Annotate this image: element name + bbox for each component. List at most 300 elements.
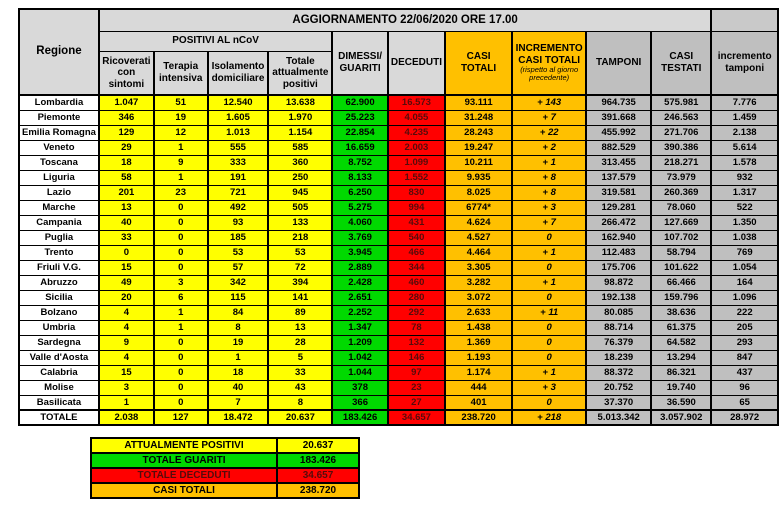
data-cell: 23 [388,380,445,395]
data-cell: + 218 [512,410,586,425]
data-cell: 0 [154,230,208,245]
data-cell: 192.138 [586,290,651,305]
data-cell: 19.740 [651,380,711,395]
data-cell: 246.563 [651,110,711,125]
region-name-cell: Valle d'Aosta [19,350,99,365]
region-row [19,95,778,110]
summary-row [91,438,359,453]
region-name-cell: Campania [19,215,99,230]
data-cell: 19.247 [445,140,512,155]
data-cell: 146 [388,350,445,365]
data-cell: 3.072 [445,290,512,305]
data-cell: 58 [99,170,154,185]
data-cell: 78 [388,320,445,335]
data-cell: 72 [268,260,332,275]
data-cell: 0 [154,215,208,230]
region-row [19,350,778,365]
data-cell: 2.038 [99,410,154,425]
region-name-cell: Basilicata [19,395,99,410]
data-cell: 260.369 [651,185,711,200]
data-cell: 945 [268,185,332,200]
table-title: AGGIORNAMENTO 22/06/2020 ORE 17.00 [99,9,711,31]
data-cell: 49 [99,275,154,290]
data-cell: 29 [99,140,154,155]
data-cell: 93 [208,215,269,230]
data-cell: 1 [154,140,208,155]
data-cell: 15 [99,260,154,275]
data-cell: 53 [268,245,332,260]
data-cell: 164 [711,275,778,290]
data-cell: 33 [99,230,154,245]
data-cell: 73.979 [651,170,711,185]
region-row [19,305,778,320]
data-cell: 84 [208,305,269,320]
data-cell: 33 [268,365,332,380]
data-cell: 1.459 [711,110,778,125]
region-row [19,230,778,245]
data-cell: 107.702 [651,230,711,245]
region-row [19,260,778,275]
data-cell: 13 [268,320,332,335]
data-cell: 9.935 [445,170,512,185]
data-cell: 0 [512,395,586,410]
data-cell: 847 [711,350,778,365]
data-cell: 183.426 [332,410,388,425]
data-cell: 19 [154,110,208,125]
data-cell: 1.099 [388,155,445,170]
summary-row [91,483,359,498]
data-cell: 4.527 [445,230,512,245]
data-cell: 13.638 [268,95,332,110]
data-cell: 250 [268,170,332,185]
data-cell: 175.706 [586,260,651,275]
data-cell: 38.636 [651,305,711,320]
data-cell: 1.970 [268,110,332,125]
data-cell: 205 [711,320,778,335]
region-name-cell: Lazio [19,185,99,200]
data-cell: 492 [208,200,269,215]
data-cell: 0 [154,335,208,350]
data-cell: 3 [154,275,208,290]
data-cell: 101.622 [651,260,711,275]
col-header-totale-positivi: Totale attualmente positivi [268,51,332,95]
data-cell: 20 [99,290,154,305]
data-cell: 455.992 [586,125,651,140]
data-cell: 555 [208,140,269,155]
col-header-casi-testati: CASI TESTATI [651,31,711,95]
data-cell: 1.174 [445,365,512,380]
data-cell: 28.243 [445,125,512,140]
positivi-group-header: POSITIVI AL nCoV [99,31,332,51]
data-cell: 86.321 [651,365,711,380]
data-cell: 61.375 [651,320,711,335]
data-cell: 342 [208,275,269,290]
data-cell: 1 [154,170,208,185]
data-cell: 185 [208,230,269,245]
data-cell: 0 [512,290,586,305]
summary-label: CASI TOTALI [91,483,277,498]
data-cell: 4.235 [388,125,445,140]
data-cell: 0 [512,350,586,365]
data-cell: 3.945 [332,245,388,260]
data-cell: 1.047 [99,95,154,110]
data-cell: 575.981 [651,95,711,110]
summary-row [91,453,359,468]
data-cell: 133 [268,215,332,230]
summary-label: ATTUALMENTE POSITIVI [91,438,277,453]
data-cell: 4.464 [445,245,512,260]
region-row [19,245,778,260]
data-cell: 1.154 [268,125,332,140]
data-cell: 721 [208,185,269,200]
data-cell: 1.209 [332,335,388,350]
col-header-dimessi-guariti: DIMESSI/ GUARITI [332,31,388,95]
regione-column-header: Regione [19,9,99,95]
data-cell: 27 [388,395,445,410]
data-cell: 7.776 [711,95,778,110]
data-cell: 5.275 [332,200,388,215]
data-cell: + 143 [512,95,586,110]
region-row [19,275,778,290]
data-cell: + 7 [512,215,586,230]
data-cell: 266.472 [586,215,651,230]
region-name-cell: Abruzzo [19,275,99,290]
data-cell: 201 [99,185,154,200]
summary-value: 20.637 [277,438,359,453]
data-cell: 333 [208,155,269,170]
data-cell: 127 [154,410,208,425]
data-cell: 8 [208,320,269,335]
data-cell: 10.211 [445,155,512,170]
data-cell: 444 [445,380,512,395]
data-cell: 4.624 [445,215,512,230]
data-cell: 115 [208,290,269,305]
region-row [19,125,778,140]
summary-row [91,468,359,483]
region-name-cell: Molise [19,380,99,395]
data-cell: 78.060 [651,200,711,215]
data-cell: 6 [154,290,208,305]
data-cell: 5.614 [711,140,778,155]
summary-label: TOTALE DECEDUTI [91,468,277,483]
region-row [19,335,778,350]
data-cell: 97 [388,365,445,380]
data-cell: + 3 [512,380,586,395]
region-row [19,365,778,380]
col-header-incremento-casi-totali [512,31,586,95]
data-cell: 0 [154,200,208,215]
data-cell: 3.057.902 [651,410,711,425]
incremento-casi-note: (rispetto al giorno precedente) [520,65,579,83]
data-cell: 1.317 [711,185,778,200]
data-cell: 401 [445,395,512,410]
data-cell: 1.193 [445,350,512,365]
col-header-incremento-tamponi: incremento tamponi [711,31,778,95]
data-cell: 280 [388,290,445,305]
data-cell: 89 [268,305,332,320]
data-cell: 162.940 [586,230,651,245]
data-cell: 64.582 [651,335,711,350]
region-name-cell: Calabria [19,365,99,380]
data-cell: 2.633 [445,305,512,320]
data-cell: 271.706 [651,125,711,140]
data-cell: + 2 [512,140,586,155]
col-header-isolamento: Isolamento domiciliare [208,51,269,95]
data-cell: 8.752 [332,155,388,170]
data-cell: 1.552 [388,170,445,185]
data-cell: 313.455 [586,155,651,170]
data-cell: 540 [388,230,445,245]
data-cell: 53 [208,245,269,260]
data-cell: 882.529 [586,140,651,155]
data-cell: 36.590 [651,395,711,410]
region-row [19,170,778,185]
data-cell: 0 [512,335,586,350]
data-cell: 12 [154,125,208,140]
data-cell: 22.854 [332,125,388,140]
data-cell: 8.133 [332,170,388,185]
data-cell: 8.025 [445,185,512,200]
data-cell: 66.466 [651,275,711,290]
data-cell: 18.472 [208,410,269,425]
summary-label: TOTALE GUARITI [91,453,277,468]
data-cell: 98.872 [586,275,651,290]
region-name-cell: Veneto [19,140,99,155]
total-row [19,410,778,425]
data-cell: 1.578 [711,155,778,170]
data-cell: 0 [512,230,586,245]
data-cell: 522 [711,200,778,215]
data-cell: 437 [711,365,778,380]
data-cell: 5 [268,350,332,365]
data-cell: 1.350 [711,215,778,230]
region-name-cell: Toscana [19,155,99,170]
data-cell: 129 [99,125,154,140]
covid-regions-table [18,8,779,426]
data-cell: 3.769 [332,230,388,245]
data-cell: 159.796 [651,290,711,305]
data-cell: 4 [99,320,154,335]
data-cell: 80.085 [586,305,651,320]
region-name-cell: Liguria [19,170,99,185]
data-cell: 0 [512,260,586,275]
data-cell: + 7 [512,110,586,125]
blank-corner-cell [711,9,778,31]
region-row [19,185,778,200]
data-cell: 132 [388,335,445,350]
data-cell: 346 [99,110,154,125]
data-cell: + 8 [512,170,586,185]
data-cell: 391.668 [586,110,651,125]
data-cell: 1 [154,320,208,335]
col-header-casi-totali: CASI TOTALI [445,31,512,95]
data-cell: 293 [711,335,778,350]
region-name-cell: Marche [19,200,99,215]
national-summary-table [90,437,360,499]
data-cell: 366 [332,395,388,410]
region-name-cell: Umbria [19,320,99,335]
data-cell: 1 [208,350,269,365]
data-cell: 218.271 [651,155,711,170]
data-cell: 238.720 [445,410,512,425]
data-cell: 431 [388,215,445,230]
data-cell: 994 [388,200,445,215]
data-cell: 20.637 [268,410,332,425]
data-cell: 1.369 [445,335,512,350]
data-cell: 96 [711,380,778,395]
data-cell: 460 [388,275,445,290]
data-cell: 390.386 [651,140,711,155]
data-cell: 137.579 [586,170,651,185]
data-cell: 16.659 [332,140,388,155]
data-cell: 830 [388,185,445,200]
data-cell: 378 [332,380,388,395]
data-cell: 15 [99,365,154,380]
summary-value: 238.720 [277,483,359,498]
data-cell: 88.714 [586,320,651,335]
data-cell: 466 [388,245,445,260]
data-cell: 1.013 [208,125,269,140]
data-cell: 2.428 [332,275,388,290]
data-cell: 1.042 [332,350,388,365]
data-cell: 62.900 [332,95,388,110]
data-cell: 1 [99,395,154,410]
data-cell: 4 [99,305,154,320]
data-cell: 20.752 [586,380,651,395]
data-cell: 112.483 [586,245,651,260]
data-cell: 0 [154,365,208,380]
data-cell: 3.305 [445,260,512,275]
data-cell: 23 [154,185,208,200]
region-name-cell: Emilia Romagna [19,125,99,140]
region-name-cell: Trento [19,245,99,260]
region-name-cell: TOTALE [19,410,99,425]
data-cell: 7 [208,395,269,410]
data-cell: + 22 [512,125,586,140]
data-cell: + 1 [512,245,586,260]
data-cell: + 3 [512,200,586,215]
data-cell: + 8 [512,185,586,200]
data-cell: 6.250 [332,185,388,200]
region-row [19,215,778,230]
data-cell: 65 [711,395,778,410]
region-row [19,395,778,410]
data-cell: + 1 [512,275,586,290]
summary-value: 34.657 [277,468,359,483]
data-cell: 141 [268,290,332,305]
data-cell: 1.038 [711,230,778,245]
data-cell: 2.252 [332,305,388,320]
data-cell: 13 [99,200,154,215]
data-cell: 34.657 [388,410,445,425]
data-cell: 127.669 [651,215,711,230]
data-cell: 16.573 [388,95,445,110]
data-cell: 43 [268,380,332,395]
col-header-ricoverati: Ricoverati con sintomi [99,51,154,95]
data-cell: 88.372 [586,365,651,380]
region-row [19,290,778,305]
summary-value: 183.426 [277,453,359,468]
data-cell: 0 [154,380,208,395]
incremento-casi-label: INCREMENTO CASI TOTALI [515,43,583,66]
region-name-cell: Sardegna [19,335,99,350]
data-cell: 585 [268,140,332,155]
data-cell: 40 [99,215,154,230]
summary-rows [91,438,359,498]
data-cell: 505 [268,200,332,215]
data-cell: 360 [268,155,332,170]
data-cell: 37.370 [586,395,651,410]
data-cell: 292 [388,305,445,320]
data-cell: 4 [99,350,154,365]
data-cell: 5.013.342 [586,410,651,425]
data-cell: 0 [99,245,154,260]
data-cell: 9 [99,335,154,350]
data-cell: 3.282 [445,275,512,290]
col-header-tamponi: TAMPONI [586,31,651,95]
data-cell: 40 [208,380,269,395]
data-cell: 769 [711,245,778,260]
data-cell: 2.651 [332,290,388,305]
data-cell: 0 [154,245,208,260]
region-row [19,380,778,395]
data-cell: 12.540 [208,95,269,110]
data-cell: 1.347 [332,320,388,335]
data-cell: 1.054 [711,260,778,275]
data-cell: 1.438 [445,320,512,335]
region-row [19,200,778,215]
data-cell: 93.111 [445,95,512,110]
data-cell: 964.735 [586,95,651,110]
region-row [19,140,778,155]
data-cell: 394 [268,275,332,290]
data-cell: 28.972 [711,410,778,425]
region-row [19,155,778,170]
data-cell: 0 [154,260,208,275]
region-name-cell: Sicilia [19,290,99,305]
data-cell: 2.138 [711,125,778,140]
data-cell: 28 [268,335,332,350]
data-cell: + 1 [512,365,586,380]
region-name-cell: Bolzano [19,305,99,320]
data-cell: 218 [268,230,332,245]
col-header-terapia-intensiva: Terapia intensiva [154,51,208,95]
data-cell: 8 [268,395,332,410]
data-cell: 6774* [445,200,512,215]
data-cell: 319.581 [586,185,651,200]
region-row [19,320,778,335]
region-row [19,110,778,125]
data-cell: 51 [154,95,208,110]
data-cell: 0 [154,395,208,410]
data-cell: 1 [154,305,208,320]
region-name-cell: Friuli V.G. [19,260,99,275]
data-cell: 9 [154,155,208,170]
data-cell: 76.379 [586,335,651,350]
data-cell: + 11 [512,305,586,320]
data-cell: 0 [512,320,586,335]
data-cell: 344 [388,260,445,275]
data-cell: 1.096 [711,290,778,305]
data-cell: 18.239 [586,350,651,365]
region-rows [19,95,778,425]
data-cell: 191 [208,170,269,185]
data-cell: 2.889 [332,260,388,275]
region-name-cell: Puglia [19,230,99,245]
data-cell: + 1 [512,155,586,170]
data-cell: 129.281 [586,200,651,215]
data-cell: 57 [208,260,269,275]
